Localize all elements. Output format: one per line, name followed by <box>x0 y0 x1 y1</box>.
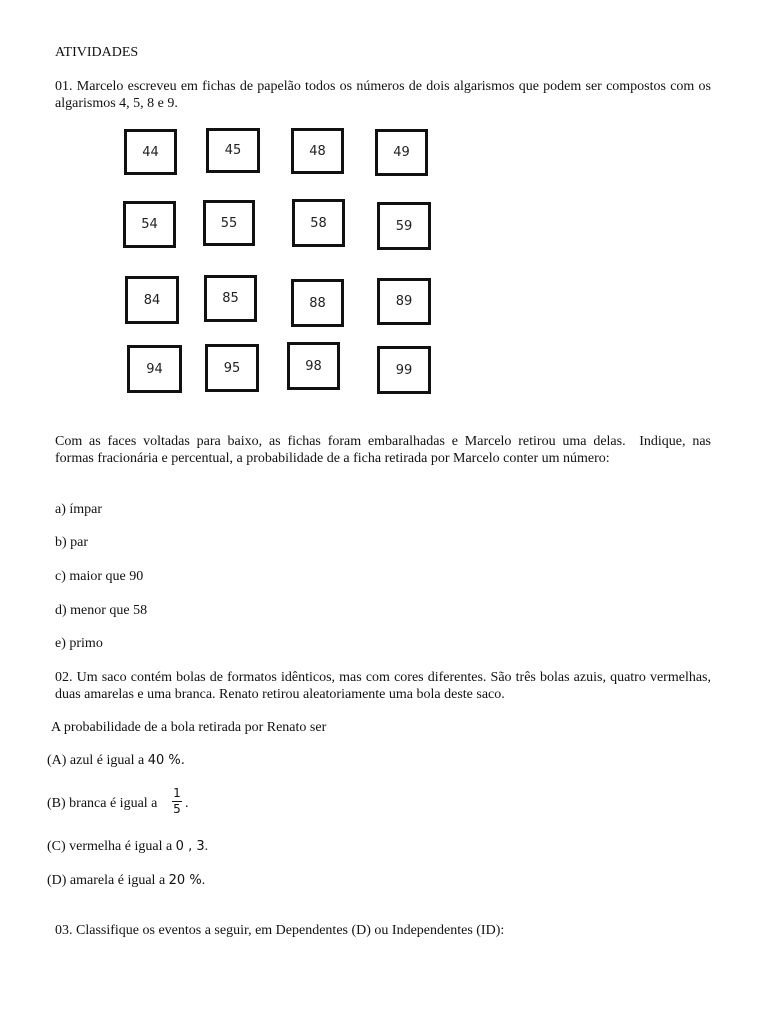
question-1-instruction: Com as faces voltadas para baixo, as fichas foram embaralhadas e Marcelo retirou uma delas. Indique, nas formas fracionária e percentual, a probabilidade de a ficha retirada por Marcelo conter um número: <box>55 434 739 466</box>
option-d: (D) amarela é igual a 20 %. <box>47 873 206 888</box>
number-card: 44 <box>124 129 177 175</box>
number-card: 55 <box>203 200 255 246</box>
number-card: 59 <box>377 202 431 250</box>
number-card: 85 <box>204 275 257 322</box>
number-card: 98 <box>287 342 340 390</box>
item-c: c) maior que 90 <box>55 569 144 584</box>
number-card: 89 <box>377 278 431 325</box>
option-b: (B) branca é igual a <box>47 796 158 811</box>
number-card: 54 <box>123 201 176 248</box>
number-card: 58 <box>292 199 345 247</box>
item-b: b) par <box>55 535 89 550</box>
number-card: 99 <box>377 346 431 394</box>
number-card: 88 <box>291 279 344 327</box>
number-card: 49 <box>375 129 428 176</box>
number-card: 95 <box>205 344 259 392</box>
option-c: (C) vermelha é igual a 0 , 3. <box>47 839 209 854</box>
item-a: a) ímpar <box>55 502 103 517</box>
item-d: d) menor que 58 <box>55 603 148 618</box>
question-2-statement: 02. Um saco contém bolas de formatos idênticos, mas com cores diferentes. São três bolas azuis, quatro vermelhas, duas amarelas e uma branca. Renato retirou aleatoriamente uma bola deste saco. <box>55 670 711 702</box>
question-1-statement: 01. Marcelo escreveu em fichas de papelão todos os números de dois algarismos que podem ser compostos com os algarismos 4, 5, 8 e 9. <box>55 79 711 111</box>
question-2-prompt: A probabilidade de a bola retirada por Renato ser <box>51 720 327 735</box>
number-card: 84 <box>125 276 179 324</box>
option-a: (A) azul é igual a 40 %. <box>47 753 185 768</box>
page-title: ATIVIDADES <box>55 45 139 60</box>
item-e: e) primo <box>55 636 103 651</box>
option-b-period: . <box>185 796 189 811</box>
number-card: 45 <box>206 128 260 173</box>
fraction-one-fifth: 1 5 <box>173 786 181 816</box>
number-card: 94 <box>127 345 182 393</box>
number-card: 48 <box>291 128 344 174</box>
question-3-statement: 03. Classifique os eventos a seguir, em Dependentes (D) ou Independentes (ID): <box>55 923 505 938</box>
